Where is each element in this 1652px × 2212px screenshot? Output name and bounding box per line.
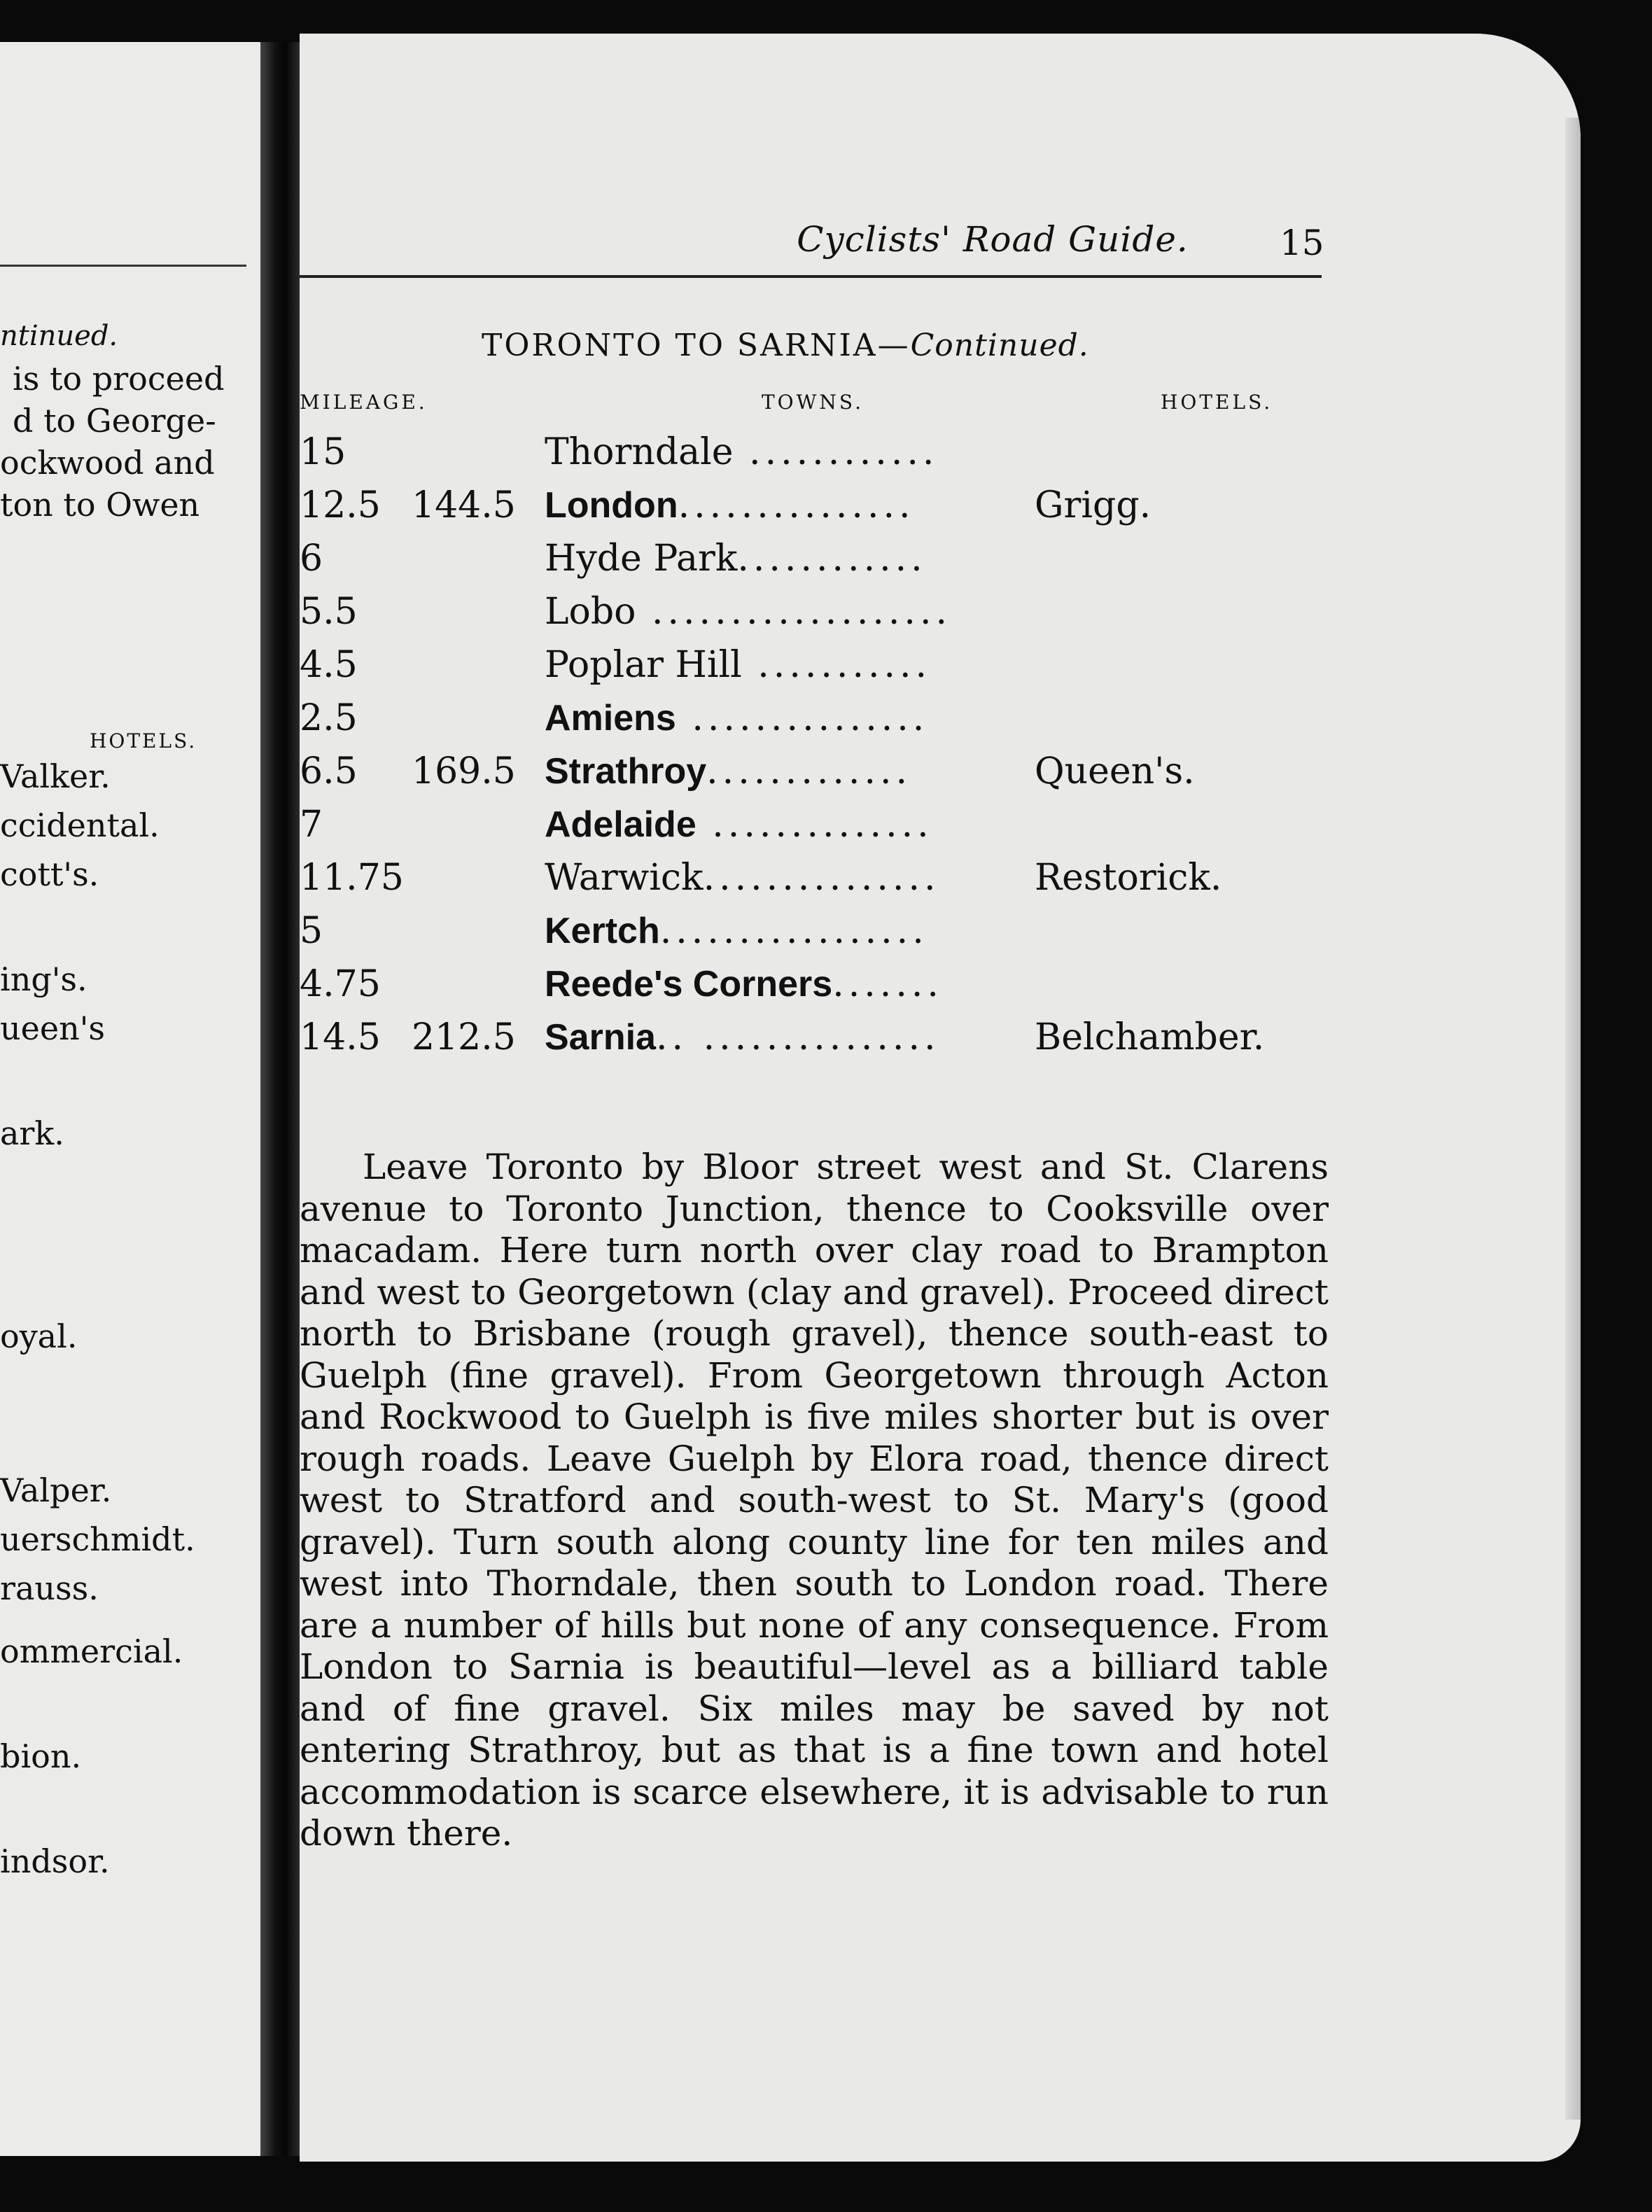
table-row xyxy=(300,585,1350,638)
table-row xyxy=(300,958,1350,1011)
hotel-cell: Queen's. xyxy=(1035,750,1195,792)
town-cell xyxy=(545,958,1350,1011)
town-cell xyxy=(545,479,1350,532)
mileage-cell: 14.5 xyxy=(300,1016,381,1058)
book-gutter xyxy=(260,42,302,2156)
town-name: Warwick xyxy=(545,857,704,899)
left-hotel: Valker. xyxy=(0,757,111,795)
left-hotel: ark. xyxy=(0,1114,64,1152)
left-hotel: cott's. xyxy=(0,855,99,893)
town-name: Poplar Hill xyxy=(545,644,742,686)
left-hotel: ccidental. xyxy=(0,806,160,844)
town-cell xyxy=(545,585,1350,638)
leader-dots: ....... xyxy=(832,963,943,1005)
table-row xyxy=(300,532,1350,585)
town-name: Kertch xyxy=(545,911,660,951)
leader-dots: ............. xyxy=(706,750,912,792)
town-name: Thorndale xyxy=(545,431,734,473)
left-hotel: Valper. xyxy=(0,1471,112,1509)
mileage-cell: 4.5 xyxy=(300,644,358,686)
hotel-cell: Grigg. xyxy=(1035,484,1152,526)
mileage-cell: 5.5 xyxy=(300,591,358,633)
town-cell xyxy=(545,532,1350,585)
left-hotel: uerschmidt. xyxy=(0,1520,195,1558)
leader-dots: ................... xyxy=(636,591,952,633)
cumulative-cell: 169.5 xyxy=(412,750,516,792)
section-title-main: TORONTO TO SARNIA— xyxy=(482,328,911,363)
header-rule xyxy=(300,275,1322,278)
left-intro-line: ockwood and xyxy=(0,444,215,482)
leader-dots: .............. xyxy=(696,804,933,846)
section-title-continued: Continued. xyxy=(910,328,1089,363)
town-cell xyxy=(545,638,1350,692)
left-hotel: ommercial. xyxy=(0,1632,183,1670)
left-page xyxy=(0,42,266,2156)
town-name: Reede's Corners xyxy=(545,964,833,1004)
leader-dots: .. ............... xyxy=(655,1016,940,1058)
mileage-cell: 11.75 xyxy=(300,857,404,899)
route-description: Leave Toronto by Bloor street west and St. Clarens avenue to Toronto Junction, thence to Cooksville over macadam. Here turn north over clay road to Brampton and west to Georgetown (clay and gravel). Proceed direct north to Brisbane (rough gravel), thence south-east to Guelph (fine gravel). From Georgetown through Acton and Rockwood to Guelph is five miles shorter but is over rough roads. Leave Guelph by Elora road, thence direct west to Stratford and south-west to St. Mary's (good gravel). Turn south along county line for ten miles and west into Thorndale, then south to London road. There are a number of hills but none of any consequence. From London to Sarnia is beautiful—level as a billiard table and of fine gravel. Six miles may be saved by not entering Strathroy, but as that is a fine town and hotel accommodation is scarce elsewhere, it is advisable to run down there. xyxy=(300,1147,1329,1854)
leader-dots: ........... xyxy=(741,644,932,686)
mileage-cell: 7 xyxy=(300,804,323,846)
left-hotel: ueen's xyxy=(0,1009,105,1047)
table-row xyxy=(300,745,1350,798)
leader-dots: ............... xyxy=(676,697,929,739)
leader-dots: ............ xyxy=(733,431,939,473)
left-hotel: indsor. xyxy=(0,1842,110,1880)
section-title xyxy=(482,328,1089,363)
town-cell xyxy=(545,745,1350,798)
table-row xyxy=(300,1011,1350,1064)
mileage-cell: 15 xyxy=(300,431,346,473)
page-number: 15 xyxy=(1280,223,1324,263)
town-cell xyxy=(545,851,1350,904)
mileage-cell: 5 xyxy=(300,910,323,952)
left-intro-line: ton to Owen xyxy=(0,486,200,524)
table-row xyxy=(300,692,1350,745)
table-row xyxy=(300,426,1350,479)
hotel-cell: Belchamber. xyxy=(1035,1016,1265,1058)
town-name: Amiens xyxy=(545,698,676,738)
leader-dots: ............ xyxy=(737,538,927,580)
leader-dots: ................. xyxy=(659,910,928,952)
left-hotel: ing's. xyxy=(0,960,88,998)
table-row xyxy=(300,904,1350,958)
leader-dots: ............... xyxy=(678,484,915,526)
mileage-table xyxy=(300,426,1350,1064)
town-cell xyxy=(545,904,1350,958)
left-intro-line: d to George- xyxy=(13,402,216,440)
town-cell xyxy=(545,692,1350,745)
mileage-cell: 6 xyxy=(300,538,323,580)
mileage-cell: 12.5 xyxy=(300,484,381,526)
table-row xyxy=(300,851,1350,904)
town-cell xyxy=(545,426,1350,479)
table-row xyxy=(300,638,1350,692)
page-edge-shadow xyxy=(1565,118,1581,2120)
leader-dots: ............... xyxy=(703,857,940,899)
town-name: Sarnia xyxy=(545,1017,656,1058)
town-name: Adelaide xyxy=(545,804,696,845)
town-name: Hyde Park xyxy=(545,538,738,580)
column-header-towns: TOWNS. xyxy=(762,391,864,414)
left-hotel: rauss. xyxy=(0,1569,99,1607)
right-page xyxy=(300,34,1581,2162)
town-cell xyxy=(545,798,1350,851)
town-name: London xyxy=(545,485,678,526)
column-header-hotels: HOTELS. xyxy=(1161,391,1273,414)
table-row xyxy=(300,798,1350,851)
left-hotels-label: HOTELS. xyxy=(90,729,197,752)
table-row xyxy=(300,479,1350,532)
mileage-cell: 6.5 xyxy=(300,750,358,792)
left-hotel: bion. xyxy=(0,1737,82,1775)
left-page-rule xyxy=(0,265,246,267)
running-head: Cyclists' Road Guide. xyxy=(797,219,1189,260)
left-intro-line: is to proceed xyxy=(13,360,225,398)
cumulative-cell: 212.5 xyxy=(412,1016,516,1058)
left-hotel: oyal. xyxy=(0,1317,78,1355)
town-name: Lobo xyxy=(545,591,636,633)
mileage-cell: 4.75 xyxy=(300,963,381,1005)
town-name: Strathroy xyxy=(545,751,707,792)
mileage-cell: 2.5 xyxy=(300,697,358,739)
cumulative-cell: 144.5 xyxy=(412,484,516,526)
hotel-cell: Restorick. xyxy=(1035,857,1222,899)
left-heading-fragment: ntinued. xyxy=(0,320,118,352)
column-header-mileage: MILEAGE. xyxy=(300,391,428,414)
